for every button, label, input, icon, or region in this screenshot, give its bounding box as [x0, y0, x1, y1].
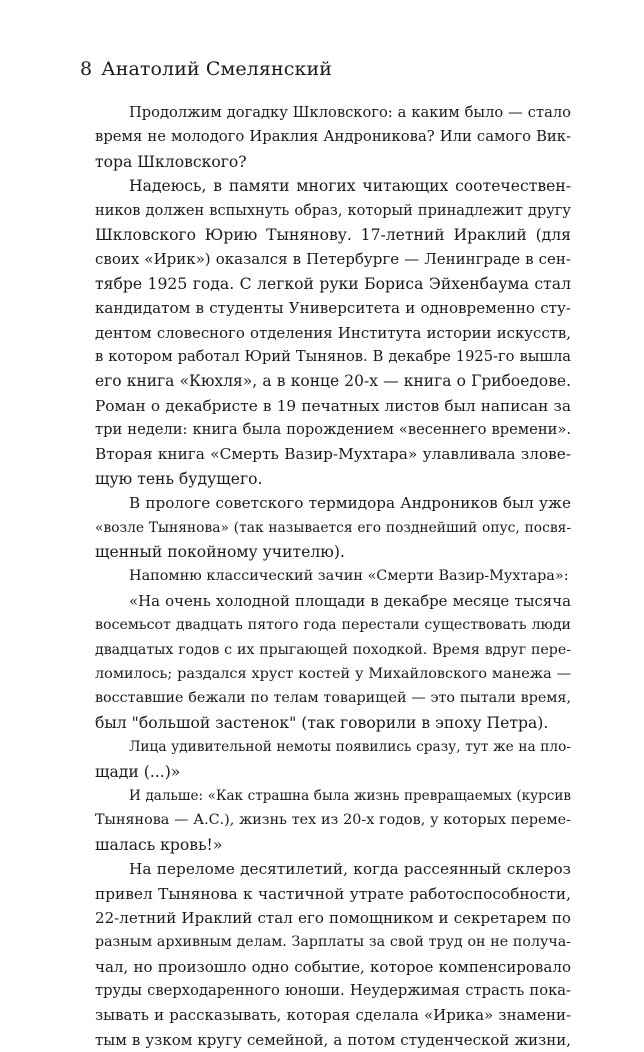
text-line: Надеюсь, в памяти многих читающих соотечествен- — [129, 177, 571, 196]
running-header — [80, 58, 332, 80]
text-line: На переломе десятилетий, когда рассеянный склероз — [129, 860, 571, 879]
text-line: «возле Тынянова» (так называется его позднейший опус, посвя- — [95, 519, 571, 536]
text-line: щади (...)» — [95, 762, 181, 781]
text-line: ников должен вспыхнуть образ, который принадлежит другу — [95, 201, 571, 219]
text-line: Напомню классический зачин «Смерти Вазир-Мухтара»: — [129, 568, 569, 585]
text-line: чал, но произошло одно событие, которое компенсировало — [95, 957, 571, 976]
author-name: Анатолий Смелянский — [101, 58, 332, 80]
text-line: шалась кровь!» — [95, 835, 223, 854]
body-text — [95, 101, 571, 1052]
text-line: кандидатом в студенты Университета и одновременно сту- — [95, 299, 571, 318]
text-line: щенный покойному учителю). — [95, 543, 345, 562]
text-line: В прологе советского термидора Андроников был уже — [129, 494, 571, 513]
text-line: ломилось; раздался хруст костей у Михайловского манежа — — [95, 665, 571, 682]
text-line: щую тень будущего. — [95, 469, 263, 488]
text-line: Вторая книга «Смерть Вазир-Мухтара» улавливала злове- — [95, 445, 571, 464]
text-line: его книга «Кюхля», а в конце 20-х — книга о Грибоедове. — [95, 372, 571, 391]
text-line: тябре 1925 года. С легкой руки Бориса Эйхенбаума стал — [95, 274, 571, 293]
text-line: своих «Ирик») оказался в Петербурге — Ленинграде в сен- — [95, 250, 571, 269]
text-line: И дальше: «Как страшна была жизнь превращаемых (курсив — [129, 787, 571, 804]
text-line: привел Тынянова к частичной утрате работоспособности, — [95, 884, 571, 903]
text-line: был "большой застенок" (так говорили в эпоху Петра). — [95, 713, 549, 732]
text-line: Тынянова — А.С.), жизнь тех из 20-х годов, у которых переме- — [95, 812, 571, 829]
text-line: Лица удивительной немоты появились сразу, тут же на пло- — [129, 739, 571, 756]
text-line: Роман о декабристе в 19 печатных листов был написан за — [95, 396, 571, 415]
text-line: зывать и рассказывать, которая сделала «Ирика» знамени- — [95, 1006, 571, 1025]
text-line: восставшие бежали по телам товарищей — это пытали время, — [95, 690, 571, 707]
text-line: три недели: книга была порождением «весеннего времени». — [95, 421, 571, 439]
text-line: труды сверходаренного юноши. Неудержимая страсть пока- — [95, 982, 571, 1000]
text-line: тым в узком кругу семейной, а потом студенческой жизни, — [95, 1030, 571, 1049]
text-line: Продолжим догадку Шкловского: а каким было — стало — [129, 104, 571, 121]
text-line: «На очень холодной площади в декабре месяце тысяча — [129, 591, 571, 610]
text-line: разным архивным делам. Зарплаты за свой труд он не получа- — [95, 934, 571, 951]
text-line: 22-летний Ираклий стал его помощником и секретарем по — [95, 908, 571, 927]
text-line: двадцатых годов с их прыгающей походкой. Время вдруг пере- — [95, 641, 571, 658]
text-line: время не молодого Ираклия Андроникова? Или самого Вик- — [95, 128, 571, 146]
text-line: тора Шкловского? — [95, 152, 247, 171]
text-line: в котором работал Юрий Тынянов. В декабре 1925-го вышла — [95, 347, 571, 365]
page-number: 8 — [80, 58, 93, 80]
text-line: дентом словесного отделения Института истории искусств, — [95, 323, 571, 342]
text-line: Шкловского Юрию Тынянову. 17-летний Ираклий (для — [95, 225, 571, 244]
text-line: восемьсот двадцать пятого года перестали существовать люди — [95, 617, 571, 634]
